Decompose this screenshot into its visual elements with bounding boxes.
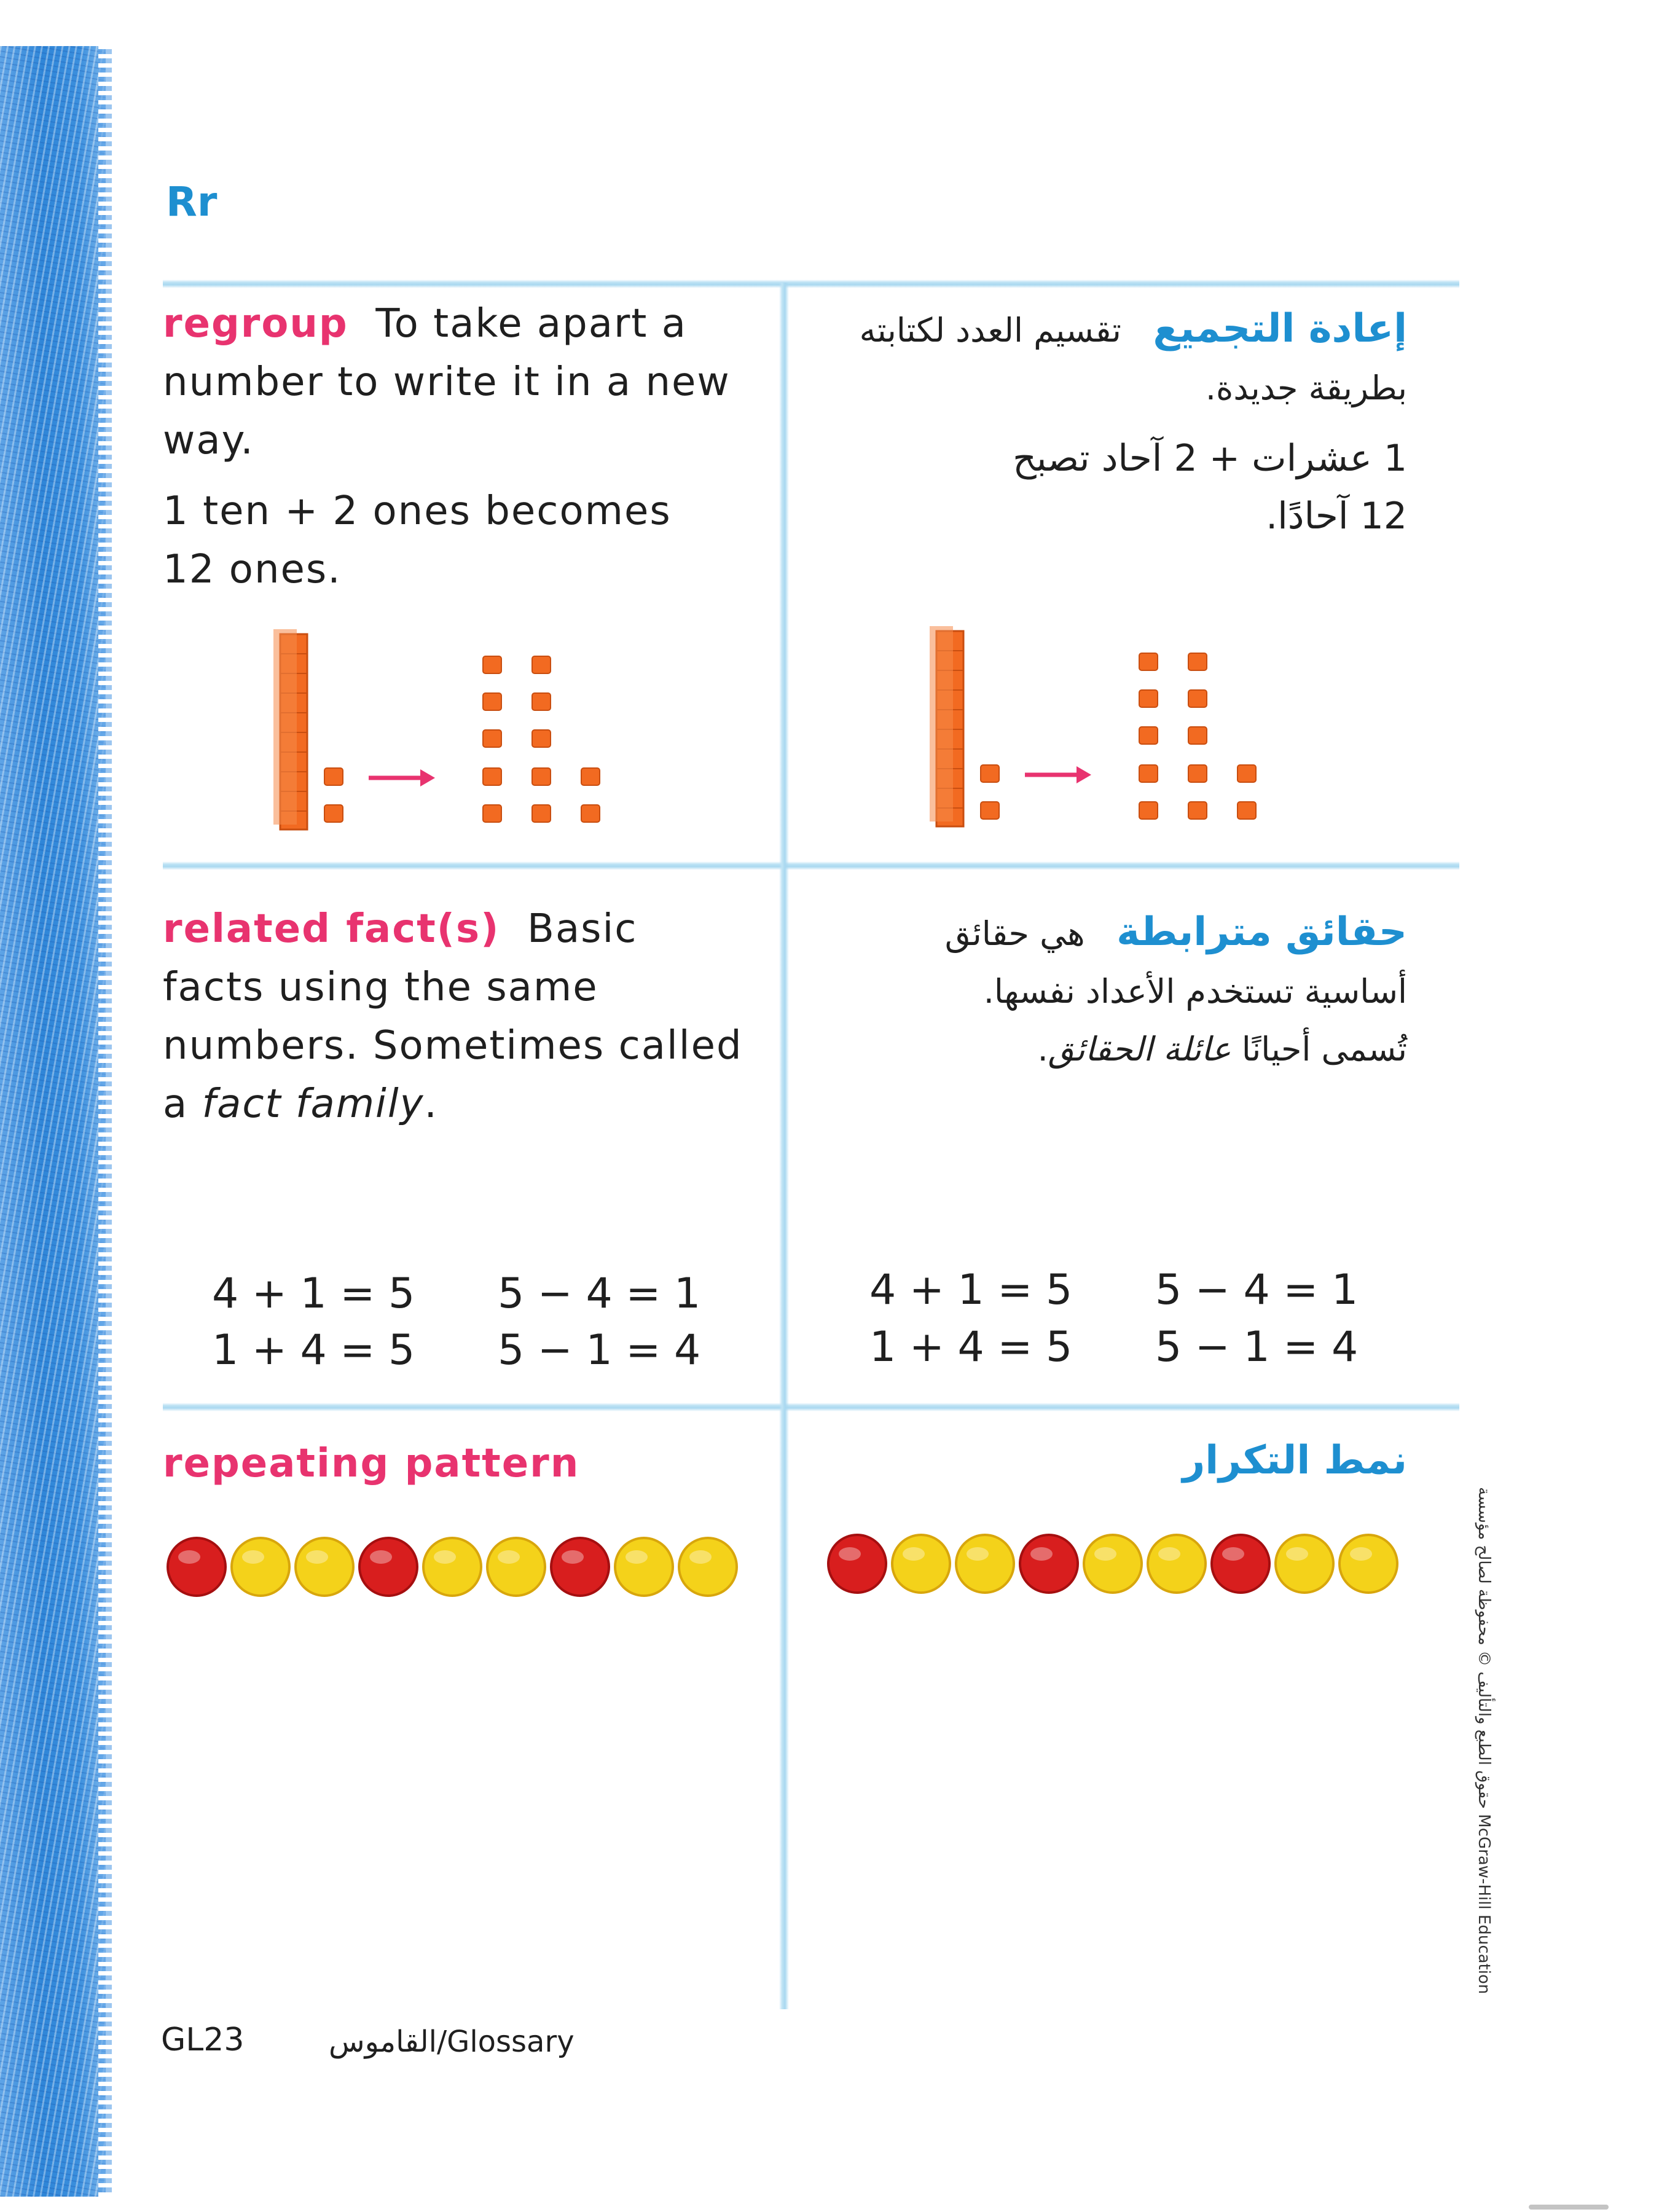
definition-related-facts-ar-2: تُسمى أحيانًا <box>1241 1030 1407 1069</box>
definition-end: . <box>424 1081 438 1127</box>
regroup-entry-ar <box>842 300 1407 545</box>
copyright-credit: حقوق الطبع والتأليف © محفوظة لصالح مؤسسة McGraw-Hill Education <box>1475 1487 1493 1994</box>
divider-lower <box>163 1403 1459 1411</box>
definition-regroup-en: To take apart a number to write it in a new way. <box>163 301 731 463</box>
term-related-facts-ar: حقائق مترابطة <box>1116 909 1407 955</box>
example-regroup-ar-2: 12 آحادًا. <box>1266 495 1407 538</box>
bead-pattern-ar <box>826 1533 1404 1594</box>
yellow-bead <box>296 1538 353 1596</box>
yellow-bead <box>1339 1535 1397 1593</box>
red-bead <box>1020 1535 1078 1593</box>
term-repeating-pattern-en: repeating pattern <box>163 1441 580 1486</box>
crayon-border-edge <box>98 46 112 2197</box>
divider-top <box>163 280 1459 288</box>
yellow-bead <box>487 1538 545 1596</box>
related-facts-entry-ar <box>842 903 1407 1078</box>
yellow-bead <box>892 1535 950 1593</box>
glossary-label: القاموس/Glossary <box>329 2025 575 2059</box>
scrollbar-indicator[interactable] <box>1529 2205 1609 2210</box>
red-bead <box>551 1538 609 1596</box>
term-related-facts-en: related fact(s) <box>163 906 500 952</box>
yellow-bead <box>679 1538 737 1596</box>
section-letter: Rr <box>166 178 218 226</box>
yellow-bead <box>1084 1535 1142 1593</box>
definition-regroup-ar: تقسيم العدد لكتابته بطريقة جديدة. <box>859 311 1407 407</box>
term-repeating-pattern-ar: نمط التكرار <box>1182 1438 1407 1483</box>
fact-family-term: fact family <box>202 1081 425 1127</box>
repeating-pattern-entry-ar <box>842 1432 1407 1491</box>
divider-vertical <box>779 283 789 2009</box>
example-regroup-en: 1 ten + 2 ones becomes 12 ones. <box>163 488 672 592</box>
fact-en-2: 5 − 4 = 1 <box>498 1269 701 1318</box>
yellow-bead <box>423 1538 481 1596</box>
example-regroup-ar-1: 1 عشرات + 2 آحاد تصبح <box>1013 437 1407 480</box>
regroup-entry-en <box>163 295 734 599</box>
fact-ar-1: 4 + 1 = 5 <box>869 1266 1073 1314</box>
term-regroup-en: regroup <box>163 301 348 347</box>
term-regroup-ar: إعادة التجميع <box>1153 306 1407 351</box>
yellow-bead <box>956 1535 1014 1593</box>
fact-ar-3: 1 + 4 = 5 <box>869 1323 1073 1371</box>
definition-related-facts-en: Basic facts using the same numbers. Sometimes called a <box>163 906 743 1127</box>
crayon-border <box>0 46 106 2197</box>
red-bead <box>168 1538 226 1596</box>
regroup-blocks-illustration-ar <box>927 624 1277 826</box>
red-bead <box>828 1535 886 1593</box>
divider-middle <box>163 861 1459 870</box>
fact-family-term-ar: عائلة الحقائق <box>1048 1030 1231 1069</box>
definition-end-ar: . <box>1037 1030 1048 1069</box>
bead-pattern-en <box>166 1536 743 1598</box>
red-bead <box>1212 1535 1269 1593</box>
repeating-pattern-entry-en <box>163 1435 579 1493</box>
fact-en-3: 1 + 4 = 5 <box>212 1326 415 1375</box>
fact-en-4: 5 − 1 = 4 <box>498 1326 701 1375</box>
yellow-bead <box>232 1538 289 1596</box>
yellow-bead <box>615 1538 673 1596</box>
fact-ar-2: 5 − 4 = 1 <box>1155 1266 1359 1314</box>
yellow-bead <box>1148 1535 1206 1593</box>
page-number: GL23 <box>161 2022 245 2058</box>
related-facts-entry-en <box>163 900 753 1134</box>
regroup-blocks-illustration-en <box>270 627 621 830</box>
fact-ar-4: 5 − 1 = 4 <box>1155 1323 1359 1371</box>
definition-related-facts-ar: هي حقائق أساسية تستخدم الأعداد نفسها. <box>944 914 1407 1011</box>
fact-en-1: 4 + 1 = 5 <box>212 1269 415 1318</box>
red-bead <box>359 1538 417 1596</box>
yellow-bead <box>1276 1535 1333 1593</box>
